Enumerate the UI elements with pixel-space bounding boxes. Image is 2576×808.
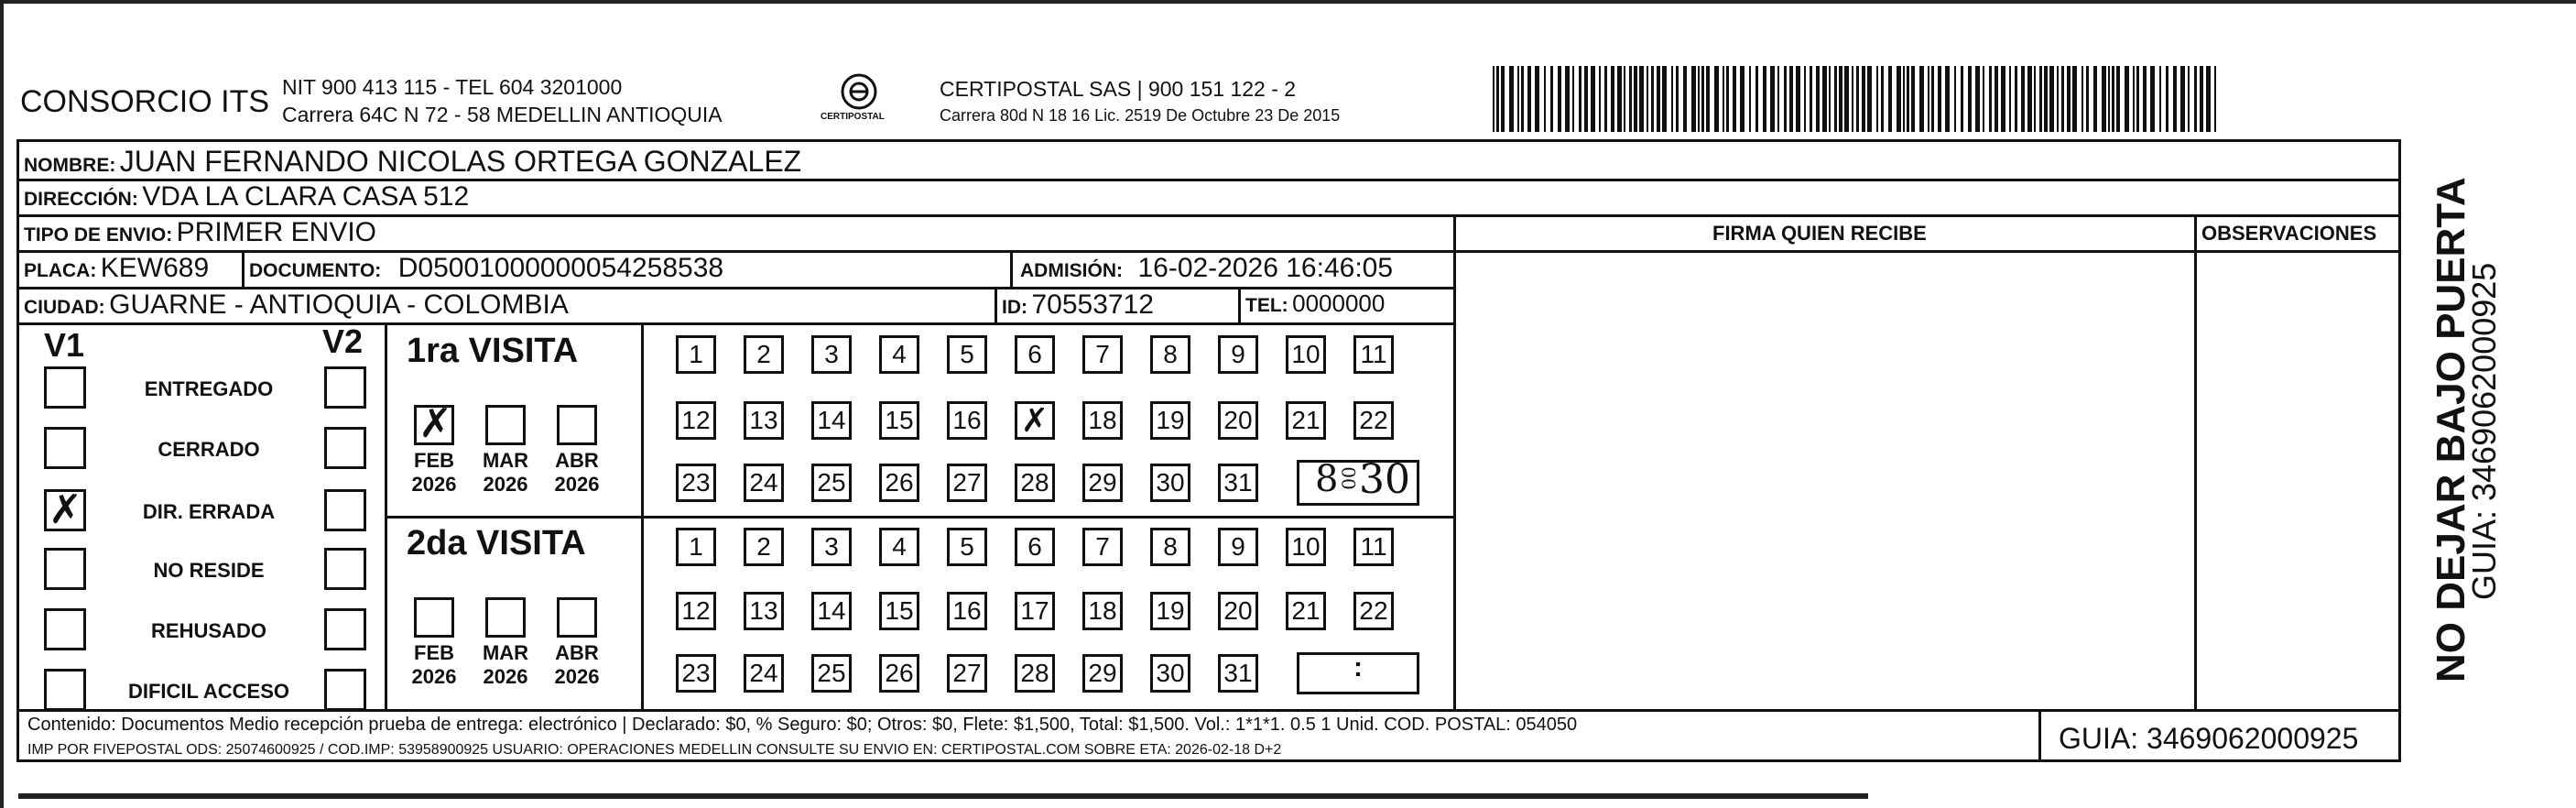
day-box[interactable]: 21 xyxy=(1286,592,1326,630)
month-label xyxy=(549,449,604,497)
barcode-bar xyxy=(1740,66,1745,132)
barcode-bar xyxy=(2015,66,2017,132)
day-box[interactable]: 6 xyxy=(1015,528,1055,566)
barcode-bar xyxy=(1701,66,1704,132)
direccion-label: DIRECCIÓN: xyxy=(24,189,138,210)
footer-guia: GUIA: 3469062000925 xyxy=(2059,722,2359,755)
tipo-row xyxy=(24,217,376,248)
ciudad-label: CIUDAD: xyxy=(24,297,105,318)
v1-checkbox[interactable] xyxy=(44,486,86,533)
v2-checkbox[interactable] xyxy=(324,489,366,531)
barcode-bar xyxy=(1911,66,1915,132)
day-box[interactable]: 25 xyxy=(811,654,852,693)
day-box[interactable]: 27 xyxy=(947,654,987,693)
nit-line: NIT 900 413 115 - TEL 604 3201000 xyxy=(282,75,623,99)
day-box[interactable]: 26 xyxy=(879,654,919,693)
day-box[interactable]: 10 xyxy=(1286,528,1326,566)
documento-label: DOCUMENTO: xyxy=(249,260,382,281)
first-time-hour: 8 xyxy=(1315,458,1339,500)
barcode-bar xyxy=(1931,66,1934,132)
month-checkbox[interactable] xyxy=(485,405,526,445)
ciudad-value: GUARNE - ANTIOQUIA - COLOMBIA xyxy=(109,289,569,320)
barcode-bar xyxy=(1881,66,1884,132)
barcode-bar xyxy=(2133,66,2135,132)
barcode-bar xyxy=(1691,66,1696,132)
admision-label: ADMISIÓN: xyxy=(1020,260,1123,281)
barcode-bar xyxy=(1784,66,1787,132)
day-box[interactable]: 21 xyxy=(1286,401,1326,440)
barcode-bar xyxy=(1983,66,1984,132)
status-label: NO RESIDE xyxy=(153,559,265,582)
day-box[interactable]: 9 xyxy=(1218,528,1258,566)
day-box[interactable]: 1 xyxy=(676,335,716,374)
v2-checkbox[interactable] xyxy=(324,608,366,650)
day-box[interactable]: 22 xyxy=(1353,592,1394,630)
day-box[interactable]: 9 xyxy=(1218,335,1258,374)
id-label: ID: xyxy=(1002,297,1027,318)
day-box[interactable]: 27 xyxy=(947,464,987,502)
barcode-bar xyxy=(1844,66,1849,132)
month-checkbox[interactable] xyxy=(557,405,597,445)
barcode-bar xyxy=(1611,66,1614,132)
day-box[interactable]: 22 xyxy=(1353,401,1394,440)
day-box[interactable]: 10 xyxy=(1286,335,1326,374)
status-label: ENTREGADO xyxy=(144,377,274,400)
barcode-bar xyxy=(2039,66,2042,132)
day-box[interactable]: 26 xyxy=(879,464,919,502)
barcode-bar xyxy=(1579,66,1581,132)
barcode-bar xyxy=(1834,66,1837,132)
no-dejar-bajo-puerta: NO DEJAR BAJO PUERTA xyxy=(2429,177,2473,682)
barcode-bar xyxy=(1816,66,1820,132)
barcode-bar xyxy=(1496,66,1499,132)
barcode-bar xyxy=(2112,66,2114,132)
day-box[interactable]: 19 xyxy=(1150,592,1190,630)
month-name: ABR xyxy=(555,449,599,472)
barcode-bar xyxy=(2081,66,2083,132)
documento-row xyxy=(249,253,723,284)
status-label: REHUSADO xyxy=(151,619,266,642)
day-box[interactable]: 15 xyxy=(879,592,919,630)
day-box[interactable]: 3 xyxy=(811,528,852,566)
direccion-value: VDA LA CLARA CASA 512 xyxy=(142,181,470,212)
barcode-bar xyxy=(1945,66,1950,132)
v2-label: V2 xyxy=(322,322,364,360)
barcode-bar xyxy=(2108,66,2110,132)
barcode-bar xyxy=(2049,66,2054,132)
month-year: 2026 xyxy=(554,665,600,688)
barcode-bar xyxy=(1777,66,1779,132)
certipostal-logo xyxy=(813,71,905,128)
barcode-bar xyxy=(2194,66,2197,132)
v2-checkbox[interactable] xyxy=(324,669,366,711)
barcode-bar xyxy=(2166,66,2168,132)
id-value: 70553712 xyxy=(1031,289,1154,320)
day-box[interactable]: 31 xyxy=(1218,464,1258,502)
month-checkbox[interactable] xyxy=(414,597,454,638)
barcode-bar xyxy=(2159,66,2161,132)
barcode-bar xyxy=(1919,66,1924,132)
barcode-bar xyxy=(1639,66,1644,132)
day-box[interactable]: 30 xyxy=(1150,464,1190,502)
barcode-bar xyxy=(1651,66,1654,132)
barcode-bar xyxy=(1726,66,1729,132)
first-time-minutes: 30 xyxy=(1359,456,1410,503)
day-box[interactable]: 16 xyxy=(947,592,987,630)
barcode-bar xyxy=(2173,66,2177,132)
barcode-bar xyxy=(1544,66,1546,132)
barcode-bar xyxy=(2200,66,2203,132)
barcode xyxy=(1493,66,2221,132)
barcode-bar xyxy=(1647,66,1648,132)
logo-text: CERTIPOSTAL xyxy=(821,112,885,122)
id-row xyxy=(1002,289,1154,321)
barcode-bar xyxy=(1591,66,1595,132)
barcode-bar xyxy=(1624,66,1625,132)
barcode-bar xyxy=(1723,66,1724,132)
status-label: DIR. ERRADA xyxy=(142,500,276,523)
barcode-bar xyxy=(1975,66,1980,132)
admision-row xyxy=(1020,253,1393,284)
barcode-bar xyxy=(1852,66,1853,132)
day-box[interactable]: 13 xyxy=(744,592,784,630)
status-label: DIFICIL ACCESO xyxy=(127,680,289,703)
month-label xyxy=(478,641,533,689)
status-label: CERRADO xyxy=(158,438,260,461)
day-box[interactable]: 24 xyxy=(744,654,784,693)
tel-value: 0000000 xyxy=(1292,289,1386,317)
barcode-bar xyxy=(2021,66,2025,132)
barcode-bar xyxy=(1527,66,1531,132)
day-box[interactable]: 13 xyxy=(744,401,784,440)
month-name: FEB xyxy=(414,641,454,664)
barcode-bar xyxy=(2067,66,2071,132)
month-label xyxy=(407,449,462,497)
barcode-bar xyxy=(2116,66,2120,132)
barcode-bar xyxy=(2206,66,2211,132)
barcode-bar xyxy=(2150,66,2155,132)
first-time-separator: 00 xyxy=(1337,466,1360,490)
day-box[interactable]: 14 xyxy=(811,401,852,440)
barcode-bar xyxy=(1509,66,1514,132)
month-year: 2026 xyxy=(483,665,528,688)
barcode-bar xyxy=(1755,66,1758,132)
v1-checkbox[interactable] xyxy=(44,669,86,711)
day-box[interactable]: 5 xyxy=(947,528,987,566)
day-box[interactable]: 24 xyxy=(744,464,784,502)
barcode-bar xyxy=(2180,66,2185,132)
barcode-bar xyxy=(1706,66,1710,132)
barcode-bar xyxy=(2214,66,2216,132)
day-box[interactable]: 18 xyxy=(1082,401,1123,440)
barcode-bar xyxy=(1876,66,1878,132)
nombre-value: JUAN FERNANDO NICOLAS ORTEGA GONZALEZ xyxy=(119,145,802,178)
barcode-bar xyxy=(1822,66,1827,132)
barcode-bar xyxy=(2136,66,2139,132)
barcode-bar xyxy=(1888,66,1892,132)
footer-line2: IMP POR FIVEPOSTAL ODS: 25074600925 / COD.IMP: 53958900925 USUARIO: OPERACIONES MEDELLIN CONSULTE SU ENVIO EN: CERTIPOSTAL.COM SOBRE ETA: 2026-02-18 D+2 xyxy=(27,742,1282,758)
v1-checkbox[interactable] xyxy=(44,608,86,650)
day-box[interactable]: 20 xyxy=(1218,592,1258,630)
tel-label: TEL: xyxy=(1245,295,1288,316)
day-box[interactable]: 4 xyxy=(879,528,919,566)
barcode-bar xyxy=(2027,66,2032,132)
barcode-bar xyxy=(1862,66,1865,132)
second-visit-title: 2da VISITA xyxy=(407,524,586,562)
day-box[interactable]: 31 xyxy=(1218,654,1258,693)
footer-line1: Contenido: Documentos Medio recepción prueba de entrega: electrónico | Declarado: $0, % Seguro: $0; Otros: $0, Flete: $1,500, Total: $1,500. Vol.: 1*1*1. 0.5 1 Unid. COD. POSTAL: 054050 xyxy=(27,715,1578,735)
barcode-bar xyxy=(1968,66,1972,132)
day-box[interactable]: 23 xyxy=(676,654,716,693)
day-box[interactable]: 19 xyxy=(1150,401,1190,440)
barcode-bar xyxy=(2061,66,2064,132)
barcode-bar xyxy=(2034,66,2036,132)
day-box[interactable]: 17 xyxy=(1015,592,1055,630)
barcode-bar xyxy=(1517,66,1519,132)
barcode-bar xyxy=(1903,66,1905,132)
firma-label: FIRMA QUIEN RECIBE xyxy=(1712,222,1927,245)
day-box[interactable]: 18 xyxy=(1082,592,1123,630)
day-box[interactable]: ✗ xyxy=(1015,401,1055,440)
admision-value: 16-02-2026 16:46:05 xyxy=(1137,253,1394,283)
barcode-bar xyxy=(2057,66,2059,132)
barcode-bar xyxy=(1928,66,1929,132)
barcode-bar xyxy=(2072,66,2077,132)
barcode-bar xyxy=(1617,66,1622,132)
day-box[interactable]: 29 xyxy=(1082,464,1123,502)
barcode-bar xyxy=(1789,66,1793,132)
v1-checkbox[interactable] xyxy=(44,548,86,590)
barcode-bar xyxy=(1839,66,1842,132)
barcode-bar xyxy=(2001,66,2005,132)
month-checkbox[interactable] xyxy=(414,400,454,447)
barcode-bar xyxy=(1501,66,1505,132)
month-label xyxy=(407,641,462,689)
barcode-bar xyxy=(1897,66,1901,132)
barcode-bar xyxy=(1733,66,1736,132)
day-box[interactable]: 7 xyxy=(1082,528,1123,566)
month-name: MAR xyxy=(482,641,529,664)
check-mark-icon: ✗ xyxy=(49,486,82,533)
address-line: Carrera 64C N 72 - 58 MEDELLIN ANTIOQUIA xyxy=(282,103,723,126)
barcode-bar xyxy=(1521,66,1524,132)
day-box[interactable]: 30 xyxy=(1150,654,1190,693)
barcode-bar xyxy=(1584,66,1588,132)
barcode-bar xyxy=(2009,66,2011,132)
day-box[interactable]: 6 xyxy=(1015,335,1055,374)
barcode-bar xyxy=(1961,66,1963,132)
barcode-bar xyxy=(2086,66,2089,132)
scan-edge-left xyxy=(0,0,4,808)
nombre-row xyxy=(24,145,801,179)
barcode-bar xyxy=(2093,66,2097,132)
barcode-bar xyxy=(1867,66,1872,132)
barcode-bar xyxy=(1572,66,1574,132)
certi-line1: CERTIPOSTAL SAS | 900 151 122 - 2 xyxy=(940,77,1297,101)
barcode-bar xyxy=(1550,66,1553,132)
day-box[interactable]: 28 xyxy=(1015,464,1055,502)
tel-row xyxy=(1245,289,1385,318)
barcode-bar xyxy=(1907,66,1909,132)
barcode-bar xyxy=(2102,66,2106,132)
day-box[interactable]: 11 xyxy=(1353,335,1394,374)
day-box[interactable]: 2 xyxy=(744,528,784,566)
barcode-bar xyxy=(1657,66,1660,132)
barcode-bar xyxy=(1763,66,1766,132)
day-box[interactable]: 4 xyxy=(879,335,919,374)
barcode-bar xyxy=(1676,66,1679,132)
barcode-bar xyxy=(2188,66,2190,132)
day-box[interactable]: 15 xyxy=(879,401,919,440)
barcode-bar xyxy=(1671,66,1673,132)
day-box[interactable]: 5 xyxy=(947,335,987,374)
barcode-bar xyxy=(2125,66,2129,132)
day-box[interactable]: 23 xyxy=(676,464,716,502)
day-box[interactable]: 3 xyxy=(811,335,852,374)
barcode-bar xyxy=(1662,66,1667,132)
barcode-bar xyxy=(1994,66,1998,132)
day-box[interactable]: 29 xyxy=(1082,654,1123,693)
documento-value: D05001000000054258538 xyxy=(397,253,724,283)
v2-checkbox[interactable] xyxy=(324,366,366,409)
month-year: 2026 xyxy=(554,473,600,496)
nombre-label: NOMBRE: xyxy=(24,155,116,176)
certi-line2: Carrera 80d N 18 16 Lic. 2519 De Octubre 23 De 2015 xyxy=(940,106,1341,125)
day-box[interactable]: 12 xyxy=(676,401,716,440)
v1-checkbox[interactable] xyxy=(44,427,86,469)
barcode-bar xyxy=(1565,66,1570,132)
day-box[interactable]: 1 xyxy=(676,528,716,566)
day-box[interactable]: 25 xyxy=(811,464,852,502)
barcode-bar xyxy=(1954,66,1956,132)
month-label xyxy=(549,641,604,689)
barcode-bar xyxy=(1770,66,1775,132)
v1-label: V1 xyxy=(44,326,85,364)
day-box[interactable]: 2 xyxy=(744,335,784,374)
ciudad-row xyxy=(24,289,569,321)
barcode-bar xyxy=(1698,66,1700,132)
barcode-bar xyxy=(1938,66,1941,132)
scan-edge-top xyxy=(0,0,2576,4)
day-box[interactable]: 28 xyxy=(1015,654,1055,693)
barcode-bar xyxy=(1683,66,1687,132)
barcode-bar xyxy=(1796,66,1800,132)
side-guia: GUIA: 3469062000925 xyxy=(2465,262,2503,600)
scan-edge-bottom xyxy=(18,793,1868,799)
barcode-bar xyxy=(1493,66,1495,132)
barcode-bar xyxy=(1714,66,1719,132)
barcode-bar xyxy=(1989,66,1992,132)
day-box[interactable]: 8 xyxy=(1150,528,1190,566)
check-mark-icon: ✗ xyxy=(418,400,452,447)
v2-checkbox[interactable] xyxy=(324,427,366,469)
barcode-bar xyxy=(1749,66,1751,132)
barcode-bar xyxy=(1629,66,1632,132)
tipo-value: PRIMER ENVIO xyxy=(176,217,377,247)
month-name: ABR xyxy=(555,641,599,664)
direccion-row xyxy=(24,181,469,213)
month-name: MAR xyxy=(482,449,529,472)
barcode-bar xyxy=(1856,66,1859,132)
barcode-bar xyxy=(1634,66,1637,132)
v2-checkbox[interactable] xyxy=(324,548,366,590)
barcode-bar xyxy=(2044,66,2048,132)
placa-value: KEW689 xyxy=(100,253,210,283)
day-box[interactable]: 16 xyxy=(947,401,987,440)
day-box[interactable]: 14 xyxy=(811,592,852,630)
day-box[interactable]: 7 xyxy=(1082,335,1123,374)
barcode-bar xyxy=(1599,66,1601,132)
month-checkbox[interactable] xyxy=(557,597,597,638)
day-box[interactable]: 20 xyxy=(1218,401,1258,440)
barcode-bar xyxy=(2143,66,2147,132)
tipo-label: TIPO DE ENVIO: xyxy=(24,224,173,246)
company-name: CONSORCIO ITS xyxy=(20,84,270,119)
first-visit-title: 1ra VISITA xyxy=(407,332,579,370)
month-year: 2026 xyxy=(483,473,528,496)
v1-checkbox[interactable] xyxy=(44,366,86,409)
barcode-bar xyxy=(1829,66,1831,132)
day-box[interactable]: 8 xyxy=(1150,335,1190,374)
barcode-bar xyxy=(1604,66,1607,132)
barcode-bar xyxy=(1810,66,1812,132)
barcode-bar xyxy=(1558,66,1561,132)
day-box[interactable]: 11 xyxy=(1353,528,1394,566)
month-year: 2026 xyxy=(411,473,457,496)
placa-row xyxy=(24,253,209,284)
barcode-bar xyxy=(1804,66,1806,132)
day-box[interactable]: 12 xyxy=(676,592,716,630)
observaciones-label: OBSERVACIONES xyxy=(2201,222,2377,245)
month-year: 2026 xyxy=(411,665,457,688)
month-label xyxy=(478,449,533,497)
month-checkbox[interactable] xyxy=(485,597,526,638)
placa-label: PLACA: xyxy=(24,260,97,281)
second-time-colon: : xyxy=(1353,652,1363,682)
month-name: FEB xyxy=(414,449,454,472)
barcode-bar xyxy=(1535,66,1539,132)
